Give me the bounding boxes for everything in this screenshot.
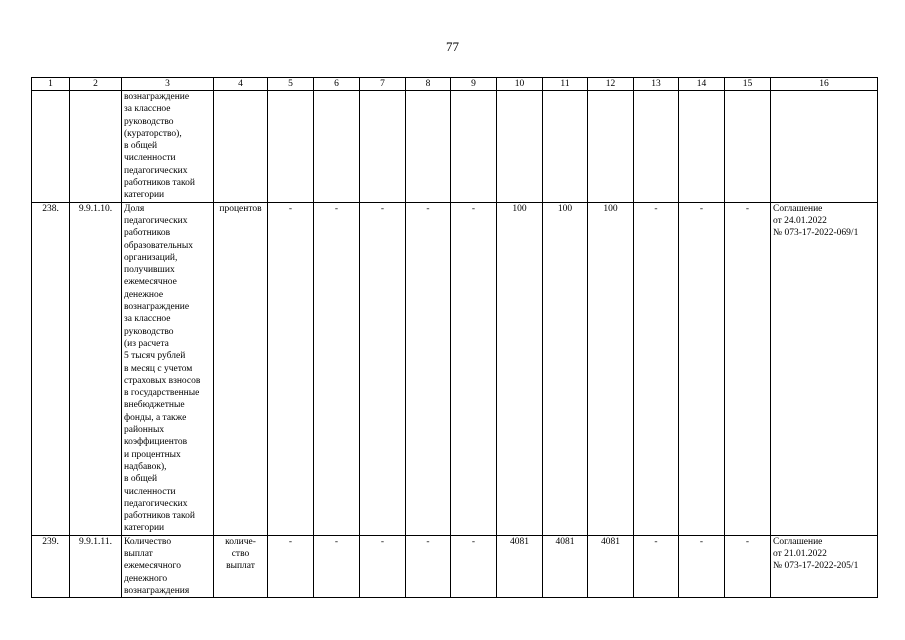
description-line: руководство [124,116,174,127]
value-cell: - [725,535,771,597]
value-cell: 100 [543,202,588,535]
table-row [32,202,878,535]
value-cell: - [314,202,360,535]
description-line: в общей [124,474,158,485]
description-line: организаций, [124,252,178,263]
indicator-description [122,202,214,535]
value-cell [679,91,725,203]
description-line: в месяц с учетом [124,363,193,374]
indicator-code: 9.9.1.10. [70,202,122,535]
table-row [32,91,878,203]
description-line: за классное [124,104,171,115]
column-header: 3 [122,78,214,91]
value-cell [497,91,543,203]
description-line: работников такой [124,178,195,189]
value-cell: - [725,202,771,535]
value-cell: - [679,202,725,535]
description-line: получивших [124,265,175,276]
description-line: численности [124,486,176,497]
description-line: вознаграждение [124,92,190,102]
value-cell [543,91,588,203]
column-header: 2 [70,78,122,91]
note-line: Соглашение [773,536,823,547]
value-cell [406,91,451,203]
value-cell [588,91,634,203]
note [771,91,878,203]
column-header: 9 [451,78,497,91]
description-line: выплат [124,548,153,559]
unit [214,202,268,535]
description-line: Количество [124,536,172,547]
table-row [32,535,878,597]
column-header: 14 [679,78,725,91]
description-line: страховых взносов [124,375,201,386]
note-line: от 24.01.2022 [773,215,827,226]
description-line: районных [124,425,165,436]
description-line: категории [124,190,165,201]
column-header: 10 [497,78,543,91]
description-line: работников [124,228,171,239]
note [771,202,878,535]
unit [214,91,268,203]
indicator-description [122,91,214,203]
value-cell: 100 [497,202,543,535]
value-cell: - [634,202,679,535]
description-line: численности [124,153,176,164]
value-cell [634,91,679,203]
column-header: 1 [32,78,70,91]
column-header: 6 [314,78,360,91]
description-line: денежного [124,573,168,584]
description-line: Доля [124,203,145,214]
value-cell: 100 [588,202,634,535]
value-cell: - [360,535,406,597]
description-line: образовательных [124,240,193,251]
column-header: 15 [725,78,771,91]
column-header: 7 [360,78,406,91]
value-cell: - [268,202,314,535]
value-cell [725,91,771,203]
value-cell: - [679,535,725,597]
value-cell: - [360,202,406,535]
description-line: (из расчета [124,338,169,349]
header-row [32,78,878,91]
column-header: 4 [214,78,268,91]
indicator-description [122,535,214,597]
note-line: № 073-17-2022-205/1 [773,561,859,572]
description-line: работников такой [124,511,195,522]
value-cell: - [406,535,451,597]
note-line: Соглашение [773,203,823,214]
description-line: категории [124,523,165,534]
value-cell: - [268,535,314,597]
row-number: 239. [32,535,70,597]
description-line: 5 тысяч рублей [124,351,186,362]
description-line: ежемесячное [124,277,177,288]
description-line: надбавок), [124,461,167,472]
description-line: педагогических [124,215,188,226]
unit-line: процентов [219,203,262,214]
description-line: вознаграждение [124,302,190,313]
column-header: 8 [406,78,451,91]
value-cell [314,91,360,203]
description-line: и процентных [124,449,181,460]
description-line: (кураторство), [124,128,182,139]
description-line: коэффициентов [124,437,188,448]
value-cell: - [634,535,679,597]
page-number: 77 [446,39,459,54]
column-header: 11 [543,78,588,91]
indicator-code [70,91,122,203]
value-cell: 4081 [588,535,634,597]
value-cell: 4081 [497,535,543,597]
description-line: в государственные [124,388,200,399]
description-line: в общей [124,141,158,152]
description-line: ежемесячного [124,561,181,572]
description-line: за классное [124,314,171,325]
description-line: вознаграждения [124,585,190,596]
column-header: 12 [588,78,634,91]
value-cell: - [314,535,360,597]
unit-line: ство [231,548,250,559]
unit-line: выплат [226,561,255,572]
note-line: № 073-17-2022-069/1 [773,228,859,239]
row-number: 238. [32,202,70,535]
indicator-code: 9.9.1.11. [70,535,122,597]
value-cell: - [451,535,497,597]
column-header: 16 [771,78,878,91]
note-line: от 21.01.2022 [773,548,827,559]
description-line: педагогических [124,498,188,509]
column-header: 13 [634,78,679,91]
column-header: 5 [268,78,314,91]
value-cell [360,91,406,203]
description-line: руководство [124,326,174,337]
description-line: фонды, а также [124,412,187,423]
unit-line: количе- [225,536,256,547]
value-cell [268,91,314,203]
description-line: внебюджетные [124,400,185,411]
value-cell: - [451,202,497,535]
unit [214,535,268,597]
value-cell: 4081 [543,535,588,597]
row-number [32,91,70,203]
description-line: денежное [124,289,164,300]
note [771,535,878,597]
indicator-table [31,77,878,598]
value-cell [451,91,497,203]
description-line: педагогических [124,165,188,176]
value-cell: - [406,202,451,535]
